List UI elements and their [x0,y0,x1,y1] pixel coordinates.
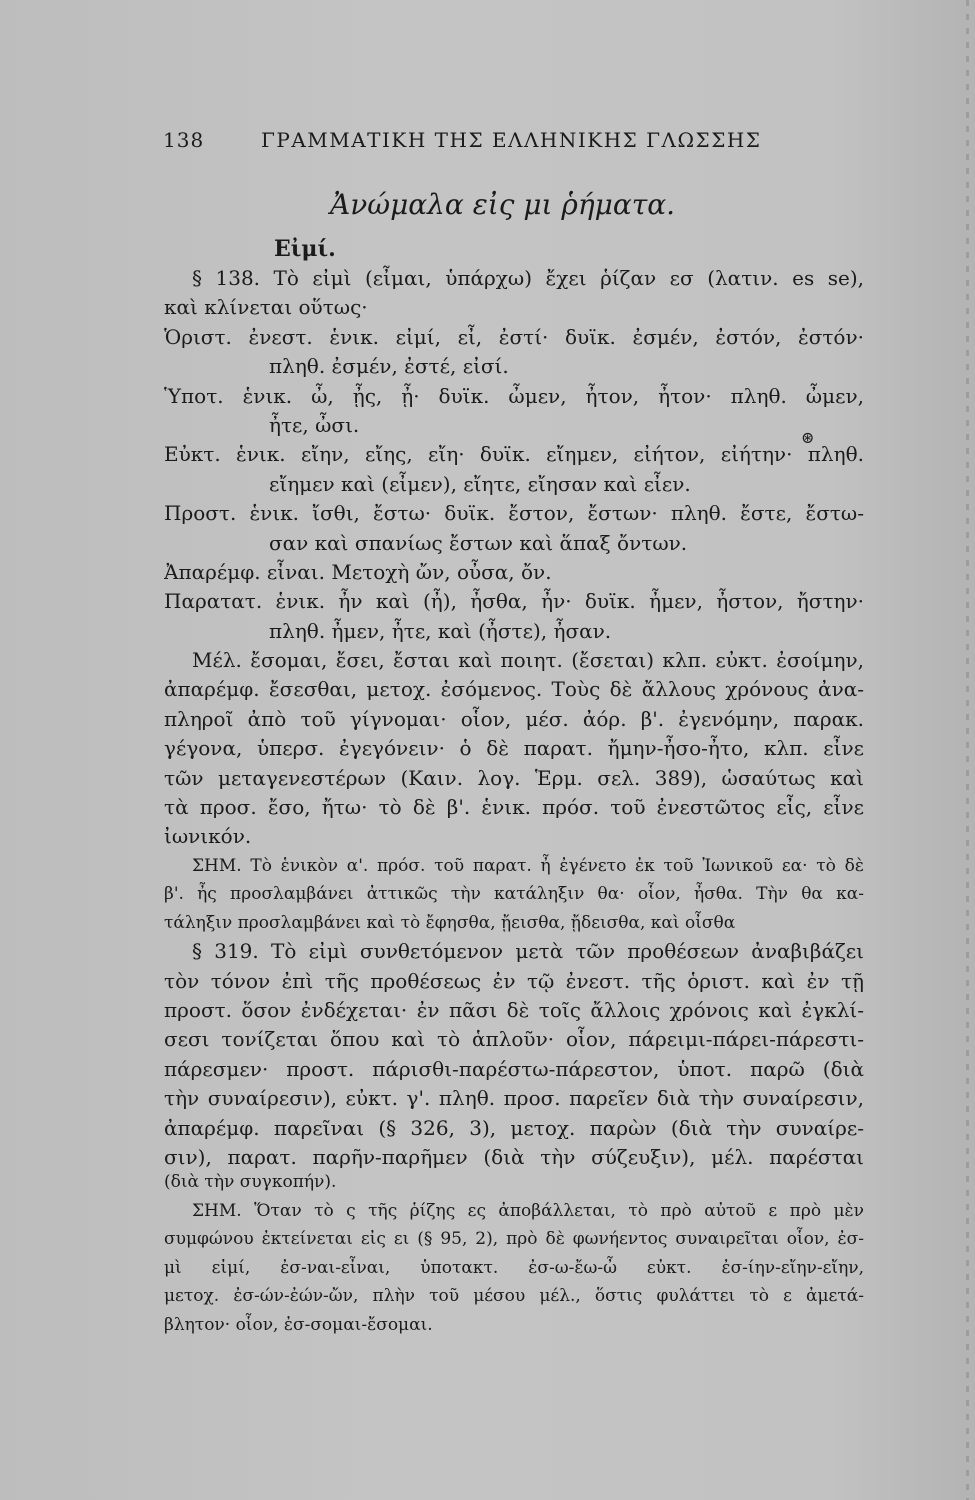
note-line: ΣΗΜ. Ὅταν τὸ ς τῆς ῥίζης ες ἀποβάλλεται, τὸ πρὸ αὐτοῦ ε πρὸ μὲν [192,1200,864,1221]
text-line: Μέλ. ἔσομαι, ἔσει, ἔσται καὶ ποιητ. (ἔσεται) κλπ. εὐκτ. ἐσοίμην, [192,648,864,673]
text-line: σαν καὶ σπανίως ἔστων καὶ ἅπαξ ὄντων. [269,530,688,555]
text-line: πληθ. ἐσμέν, ἐστέ, εἰσί. [269,354,509,379]
text-line: πληροῖ ἀπὸ τοῦ γίγνομαι· οἷον, μέσ. ἀόρ. β'. ἐγενόμην, παρακ. [164,706,864,731]
text-line: γέγονα, ὑπερσ. ἐγεγόνειν· ὁ δὲ παρατ. ἤμην-ἦσο-ἦτο, κλπ. εἶνε [164,736,864,761]
note-line: τάληξιν προσλαμβάνει καὶ τὸ ἔφησθα, ᾔεισθα, ᾔδεισθα, καὶ οἶσθα [164,912,736,933]
note-line: ΣΗΜ. Τὸ ἑνικὸν α'. πρόσ. τοῦ παρατ. ἦ ἐγένετο ἐκ τοῦ Ἰωνικοῦ εα· τὸ δὲ [192,855,864,876]
text-line: σεσι τονίζεται ὅπου καὶ τὸ ἁπλοῦν· οἷον, πάρειμι-πάρει-πάρεστι- [164,1027,864,1052]
printed-mark: ⊛ [801,428,815,447]
running-title: ΓΡΑΜΜΑΤΙΚΗ ΤΗΣ ΕΛΛΗΝΙΚΗΣ ΓΛΩΣΣΗΣ [261,128,762,152]
text-line: τῶν μεταγενεστέρων (Καιν. λογ. Ἑρμ. σελ. 389), ὡσαύτως καὶ [164,765,864,790]
text-line: πάρεσμεν· προστ. πάρισθι-παρέστω-πάρεστον, ὑποτ. παρῶ (διὰ [164,1056,864,1081]
text-line: Ὑποτ. ἑνικ. ὦ, ᾖς, ᾖ· δυϊκ. ὦμεν, ἦτον, ἦτον· πληθ. ὦμεν, [164,383,864,408]
note-text [164,1168,864,1339]
note-line: μετοχ. ἐσ-ών-ἐών-ὤν, πλὴν τοῦ μέσου μέλ., ὅστις φυλάττει τὸ ε ἀμετά- [164,1286,864,1306]
note-line: συμφώνου ἐκτείνεται εἰς ει (§ 95, 2), πρὸ δὲ φωνήεντος συναιρεῖται οἷον, ἐσ- [164,1229,864,1249]
main-text [164,264,864,1172]
text-line: ἦτε, ὦσι. [269,412,360,437]
text-line: καὶ κλίνεται οὕτως· [164,295,368,320]
text-line: προστ. ὅσον ἐνδέχεται· ἐν πᾶσι δὲ τοῖς ἄλλοις χρόνοις καὶ ἐγκλί- [164,998,864,1023]
text-line: ἀπαρέμφ. παρεῖναι (§ 326, 3), μετοχ. παρὼν (διὰ τὴν συναίρε- [164,1115,864,1140]
text-line: ἀπαρέμφ. ἔσεσθαι, μετοχ. ἐσόμενος. Τοὺς δὲ ἄλλους χρόνους ἀνα- [164,677,864,702]
running-header [163,124,803,158]
note-line: μὶ εἰμί, ἐσ-ναι-εἶναι, ὑποτακτ. ἐσ-ω-ἔω-ὦ εὐκτ. ἐσ-ίην-εἴην-εἴην, [164,1257,864,1278]
page-number: 138 [163,128,205,152]
text-line: σιν), παρατ. παρῆν-παρῆμεν (διὰ τὴν σύζευξιν), μέλ. παρέσται [164,1145,864,1170]
text-line: εἴημεν καὶ (εἶμεν), εἴητε, εἴησαν καὶ εἶεν. [269,471,691,496]
text-line: (διὰ τὴν συγκοπήν). [164,1172,337,1192]
text-line: ἰωνικόν. [164,824,252,849]
text-line: τὴν συναίρεσιν), εὐκτ. γ'. πληθ. προσ. παρεῖεν διὰ τὴν συναίρεσιν, [164,1086,864,1111]
text-line: Προστ. ἑνικ. ἴσθι, ἔστω· δυϊκ. ἔστον, ἔστων· πληθ. ἔστε, ἔστω- [164,501,864,526]
text-line: § 319. Τὸ εἰμὶ συνθετόμενον μετὰ τῶν προθέσεων ἀναβιβάζει [192,939,864,964]
entry-heading: Εἰμί. [274,236,336,262]
text-line: Παρατατ. ἑνικ. ἦν καὶ (ἦ), ἦσθα, ἦν· δυϊκ. ἦμεν, ἦστον, ἤστην· [164,589,864,614]
text-line: τὸν τόνον ἐπὶ τῆς προθέσεως ἐν τῷ ἐνεστ. τῆς ὁριστ. καὶ ἐν τῇ [164,968,864,993]
text-line: Ὁριστ. ἐνεστ. ἑνικ. εἰμί, εἶ, ἐστί· δυϊκ. ἐσμέν, ἐστόν, ἐστόν· [164,324,864,349]
note-line: β'. ἦς προσλαμβάνει ἀττικῶς τὴν κατάληξιν θα· οἷον, ἦσθα. Τὴν θα κα- [164,884,864,905]
text-line: Ἀπαρέμφ. εἶναι. Μετοχὴ ὤν, οὖσα, ὄν. [164,559,552,584]
chapter-title: Ἀνώμαλα εἰς μι ῥήματα. [330,188,676,221]
text-line: πληθ. ἦμεν, ἦτε, καὶ (ἦστε), ἦσαν. [269,618,612,643]
text-line: τὰ προσ. ἔσο, ἤτω· τὸ δὲ β'. ἑνικ. πρόσ. τοῦ ἐνεστῶτος εἶς, εἶνε [164,795,864,820]
page-edge [966,0,969,1500]
note-line: βλητον· οἷον, ἐσ-σομαι-ἔσομαι. [164,1314,433,1335]
text-line: § 138. Τὸ εἰμὶ (εἶμαι, ὑπάρχω) ἔχει ῥίζαν εσ (λατιν. es se), [192,266,864,290]
text-line: Εὐκτ. ἑνικ. εἴην, εἴης, εἴη· δυϊκ. εἴημεν, εἰήτον, εἰήτην· πληθ. [164,442,864,467]
